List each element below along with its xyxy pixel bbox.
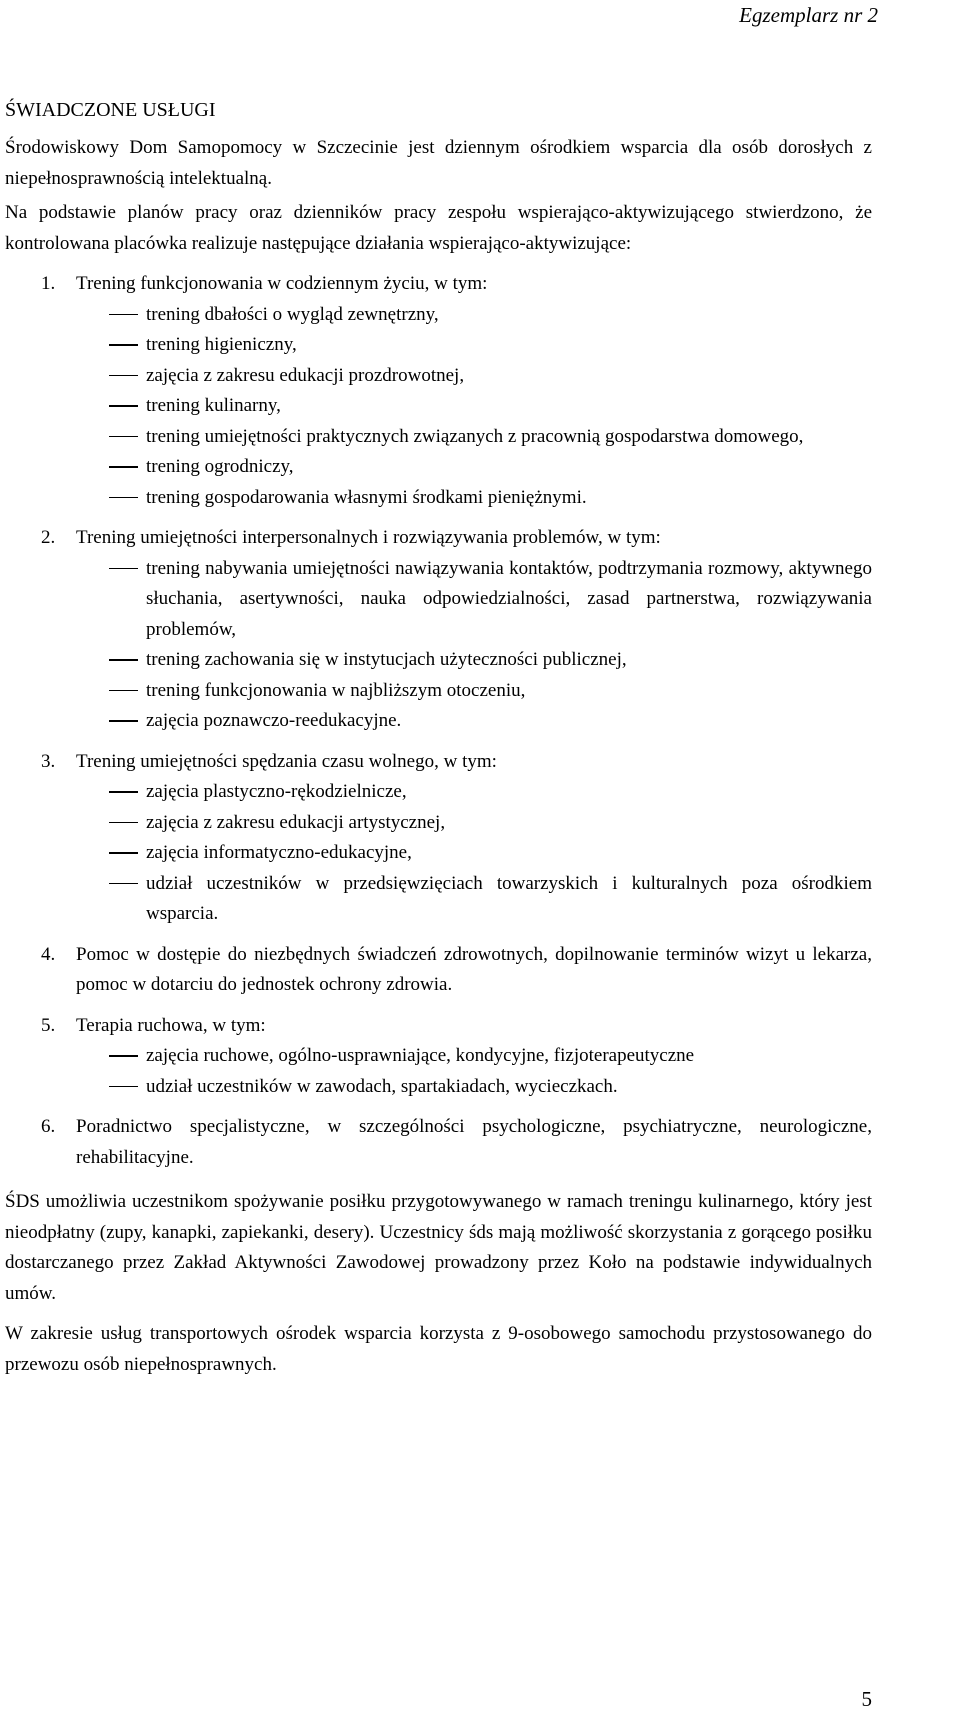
intro-paragraph-2: Na podstawie planów pracy oraz dzienników pracy zespołu wspierająco-aktywizującego stwierdzono, że kontrolowana placówka realizuje następujące działania wspierająco-aktywizujące: — [5, 202, 872, 254]
closing-section — [5, 1187, 872, 1380]
service-subitem — [5, 1041, 872, 1072]
service-subitem-list — [76, 1041, 872, 1102]
service-subitem-text: udział uczestników w zawodach, spartakiadach, wycieczkach. — [146, 1075, 618, 1097]
dash-bullet-icon — [109, 659, 138, 661]
dash-bullet-icon — [109, 822, 138, 824]
service-item-text: Terapia ruchowa, w tym: — [76, 1014, 266, 1036]
service-subitem-text: trening gospodarowania własnymi środkami pieniężnymi. — [146, 486, 587, 508]
copy-number-label: Egzemplarz nr 2 — [739, 3, 878, 27]
service-item-number: 6. — [41, 1116, 56, 1137]
service-subitem-text: trening higieniczny, — [146, 334, 297, 355]
service-item-number: 1. — [41, 273, 56, 294]
dash-bullet-icon — [109, 852, 138, 854]
service-item-text: Trening umiejętności spędzania czasu wolnego, w tym: — [76, 750, 497, 772]
service-subitem-text: udział uczestników w przedsięwzięciach towarzyskich i kulturalnych poza ośrodkiem wsparcia. — [146, 872, 872, 924]
service-subitem-text: trening funkcjonowania w najbliższym otoczeniu, — [146, 679, 526, 701]
service-item-number: 2. — [41, 527, 56, 548]
service-subitem — [5, 391, 872, 422]
intro-paragraph-1: Środowiskowy Dom Samopomocy w Szczecinie jest dziennym ośrodkiem wsparcia dla osób dorosłych z niepełnosprawnością intelektualną. — [5, 137, 872, 189]
service-subitem-list — [76, 300, 872, 514]
service-subitem-text: trening dbałości o wygląd zewnętrzny, — [146, 303, 439, 325]
dash-bullet-icon — [109, 720, 138, 722]
dash-bullet-icon — [109, 314, 138, 316]
service-subitem — [5, 483, 872, 514]
service-subitem — [5, 554, 872, 646]
service-subitem — [5, 869, 872, 930]
service-item — [5, 269, 872, 513]
service-item-number: 4. — [41, 943, 56, 965]
service-item-number: 5. — [41, 1014, 56, 1036]
service-item — [5, 1112, 872, 1173]
service-subitem — [5, 361, 872, 392]
dash-bullet-icon — [109, 405, 138, 407]
service-subitem-text: zajęcia ruchowe, ogólno-usprawniające, kondycyjne, fizjoterapeutyczne — [146, 1045, 695, 1066]
service-subitem — [5, 645, 872, 676]
service-subitem-list — [76, 554, 872, 737]
service-item — [5, 747, 872, 930]
section-title: ŚWIADCZONE USŁUGI — [5, 99, 216, 121]
service-item — [5, 940, 872, 1001]
service-item-text: Trening funkcjonowania w codziennym życiu, w tym: — [76, 273, 488, 294]
service-item — [5, 523, 872, 737]
service-subitem-text: zajęcia z zakresu edukacji artystycznej, — [146, 811, 446, 833]
service-item-number: 3. — [41, 750, 56, 772]
dash-bullet-icon — [109, 1086, 138, 1088]
service-subitem — [5, 1072, 872, 1103]
service-subitem-text: zajęcia z zakresu edukacji prozdrowotnej, — [146, 364, 465, 386]
dash-bullet-icon — [109, 883, 138, 885]
document-body — [5, 95, 872, 1384]
service-subitem-text: trening zachowania się w instytucjach użyteczności publicznej, — [146, 649, 627, 670]
services-list — [5, 269, 872, 1173]
dash-bullet-icon — [109, 1055, 138, 1057]
service-subitem-text: trening kulinarny, — [146, 395, 281, 416]
service-subitem — [5, 330, 872, 361]
service-subitem — [5, 838, 872, 869]
service-subitem — [5, 300, 872, 331]
closing-paragraph-transport: W zakresie usług transportowych ośrodek wsparcia korzysta z 9-osobowego samochodu przystosowanego do przewozu osób niepełnosprawnych. — [5, 1323, 872, 1375]
dash-bullet-icon — [109, 497, 138, 499]
dash-bullet-icon — [109, 466, 138, 468]
service-subitem-text: zajęcia informatyczno-edukacyjne, — [146, 842, 412, 863]
service-subitem — [5, 808, 872, 839]
service-item-text: Pomoc w dostępie do niezbędnych świadczeń zdrowotnych, dopilnowanie terminów wizyt u lekarza, pomoc w dotarciu do jednostek ochrony zdrowia. — [76, 943, 872, 995]
dash-bullet-icon — [109, 375, 138, 377]
service-subitem-text: trening umiejętności praktycznych związanych z pracownią gospodarstwa domowego, — [146, 425, 804, 447]
service-subitem — [5, 452, 872, 483]
dash-bullet-icon — [109, 690, 138, 692]
service-subitem — [5, 777, 872, 808]
dash-bullet-icon — [109, 568, 138, 570]
service-subitem — [5, 706, 872, 737]
service-subitem-list — [76, 777, 872, 930]
closing-paragraph-meals: ŚDS umożliwia uczestnikom spożywanie posiłku przygotowywanego w ramach treningu kulinarnego, który jest nieodpłatny (zupy, kanapki, zapiekanki, desery). Uczestnicy śds mają możliwość skorzystania z gorącego posiłku dostarczanego przez Zakład Aktywności Zawodowej prowadzony przez Koło na podstawie indywidualnych umów. — [5, 1191, 872, 1304]
service-subitem — [5, 422, 872, 453]
dash-bullet-icon — [109, 791, 138, 793]
service-item-text: Poradnictwo specjalistyczne, w szczególności psychologiczne, psychiatryczne, neurologiczne, rehabilitacyjne. — [76, 1116, 872, 1168]
service-item-text: Trening umiejętności interpersonalnych i rozwiązywania problemów, w tym: — [76, 527, 661, 548]
service-subitem-text: trening nabywania umiejętności nawiązywania kontaktów, podtrzymania rozmowy, aktywnego słuchania, asertywności, nauka odpowiedzialności, zasad partnerstwa, rozwiązywania problemów, — [146, 557, 872, 640]
dash-bullet-icon — [109, 436, 138, 438]
service-subitem-text: zajęcia plastyczno-rękodzielnicze, — [146, 781, 407, 802]
service-subitem — [5, 676, 872, 707]
service-subitem-text: zajęcia poznawczo-reedukacyjne. — [146, 710, 402, 731]
dash-bullet-icon — [109, 344, 138, 346]
page-number: 5 — [861, 1687, 872, 1711]
service-item — [5, 1011, 872, 1103]
service-subitem-text: trening ogrodniczy, — [146, 456, 294, 477]
